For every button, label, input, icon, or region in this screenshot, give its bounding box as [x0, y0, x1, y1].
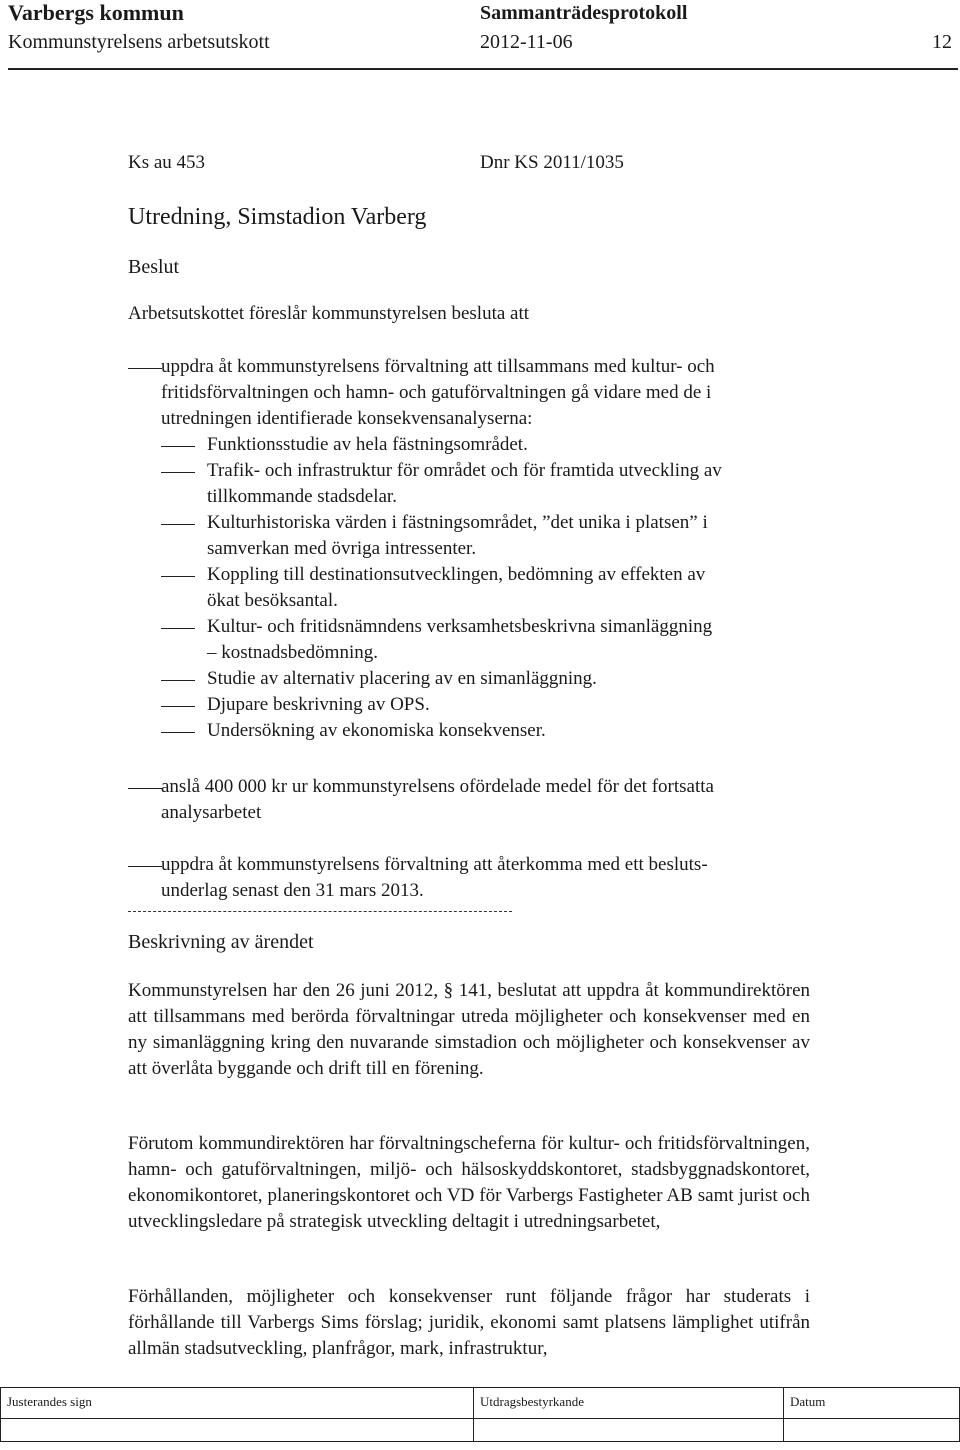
list-dash-icon	[128, 788, 162, 789]
document-type: Sammanträdesprotokoll	[480, 2, 688, 24]
signature-footer	[0, 1387, 960, 1450]
sub-item: Koppling till destinationsutvecklingen, bedömning av effekten av ökat besöksantal.	[207, 564, 706, 611]
sub-item: Undersökning av ekonomiska konsekvenser.	[207, 720, 546, 741]
list-dash-icon	[161, 732, 195, 733]
body-paragraph-2: Förutom kommundirektören har förvaltningscheferna för kultur- och fritidsförvaltningen, hamn- och gatuförvaltningen, miljö- och hälsoskyddskontoret, stadsbyggnadskontoret, ekonomikontoret, planeringskontoret och VD för Varbergs Fastigheter AB samt jurist och utvecklingsledare på strategisk utveckling deltagit i utredningsarbetet,	[128, 1133, 810, 1232]
datum-cell: Datum	[783, 1387, 960, 1419]
utdragsbestyrkande-cell: Utdragsbestyrkande	[473, 1387, 784, 1419]
list-dash-icon	[161, 446, 195, 447]
paragraph-ref: Ks au 453	[128, 152, 206, 173]
list-dash-icon	[128, 368, 162, 369]
list-dash-icon	[161, 628, 195, 629]
page-number: 12	[932, 31, 952, 53]
list-dash-icon	[161, 576, 195, 577]
sub-item: Djupare beskrivning av OPS.	[207, 694, 430, 715]
decision-item-2: anslå 400 000 kr ur kommunstyrelsens ofördelade medel för det fortsatta analysarbetet	[161, 776, 714, 823]
header-divider	[8, 68, 958, 70]
sign-box	[0, 1418, 474, 1442]
body-paragraph-3: Förhållanden, möjligheter och konsekvenser runt följande frågor har studerats i förhållande till Varbergs Sims förslag; juridik, ekonomi samt platsens lämplighet utifrån allmän stadsutveckling, planfrågor, mark, infrastruktur,	[128, 1286, 810, 1359]
sub-item: Kulturhistoriska värden i fästningsområdet, ”det unika i platsen” i samverkan med övriga intressenter.	[207, 512, 708, 559]
list-dash-icon	[128, 866, 162, 867]
beskrivning-heading: Beskrivning av ärendet	[128, 931, 314, 953]
beslut-heading: Beslut	[128, 256, 180, 278]
sign-box	[783, 1418, 960, 1442]
page-title: Utredning, Simstadion Varberg	[128, 204, 427, 230]
sub-item: Trafik- och infrastruktur för området och för framtida utveckling av tillkommande stadsdelar.	[207, 460, 722, 507]
sub-item: Studie av alternativ placering av en simanläggning.	[207, 668, 597, 689]
list-dash-icon	[161, 524, 195, 525]
beslut-intro: Arbetsutskottet föreslår kommunstyrelsen besluta att	[128, 303, 530, 324]
organization-name: Varbergs kommun	[8, 0, 184, 25]
sub-item: Kultur- och fritidsnämndens verksamhetsbeskrivna simanläggning – kostnadsbedömning.	[207, 616, 713, 663]
sign-box	[473, 1418, 784, 1442]
sub-item: Funktionsstudie av hela fästningsområdet.	[207, 434, 528, 455]
justerandes-sign-cell: Justerandes sign	[0, 1387, 474, 1419]
body-paragraph-1: Kommunstyrelsen har den 26 juni 2012, § 141, beslutat att uppdra åt kommundirektören att tillsammans med berörda förvaltningar utreda möjligheter och konsekvenser med en ny simanläggning kring den nuvarande simstadion och möjligheter och konsekvenser av att överlåta byggande och drift till en förening.	[128, 980, 810, 1079]
decision-item-3: uppdra åt kommunstyrelsens förvaltning att återkomma med ett besluts- underlag senast den 31 mars 2013.	[161, 854, 708, 901]
diarienummer: Dnr KS 2011/1035	[480, 152, 624, 173]
committee-name: Kommunstyrelsens arbetsutskott	[8, 31, 270, 53]
decision-item-1: uppdra åt kommunstyrelsens förvaltning att tillsammans med kultur- och fritidsförvaltningen och hamn- och gatuförvaltningen gå vidare med de i utredningen identifierade konsekvensanalyserna:	[161, 356, 715, 429]
meeting-date: 2012-11-06	[480, 31, 573, 53]
list-dash-icon	[161, 472, 195, 473]
decision-end-rule	[128, 911, 512, 912]
list-dash-icon	[161, 706, 195, 707]
list-dash-icon	[161, 680, 195, 681]
